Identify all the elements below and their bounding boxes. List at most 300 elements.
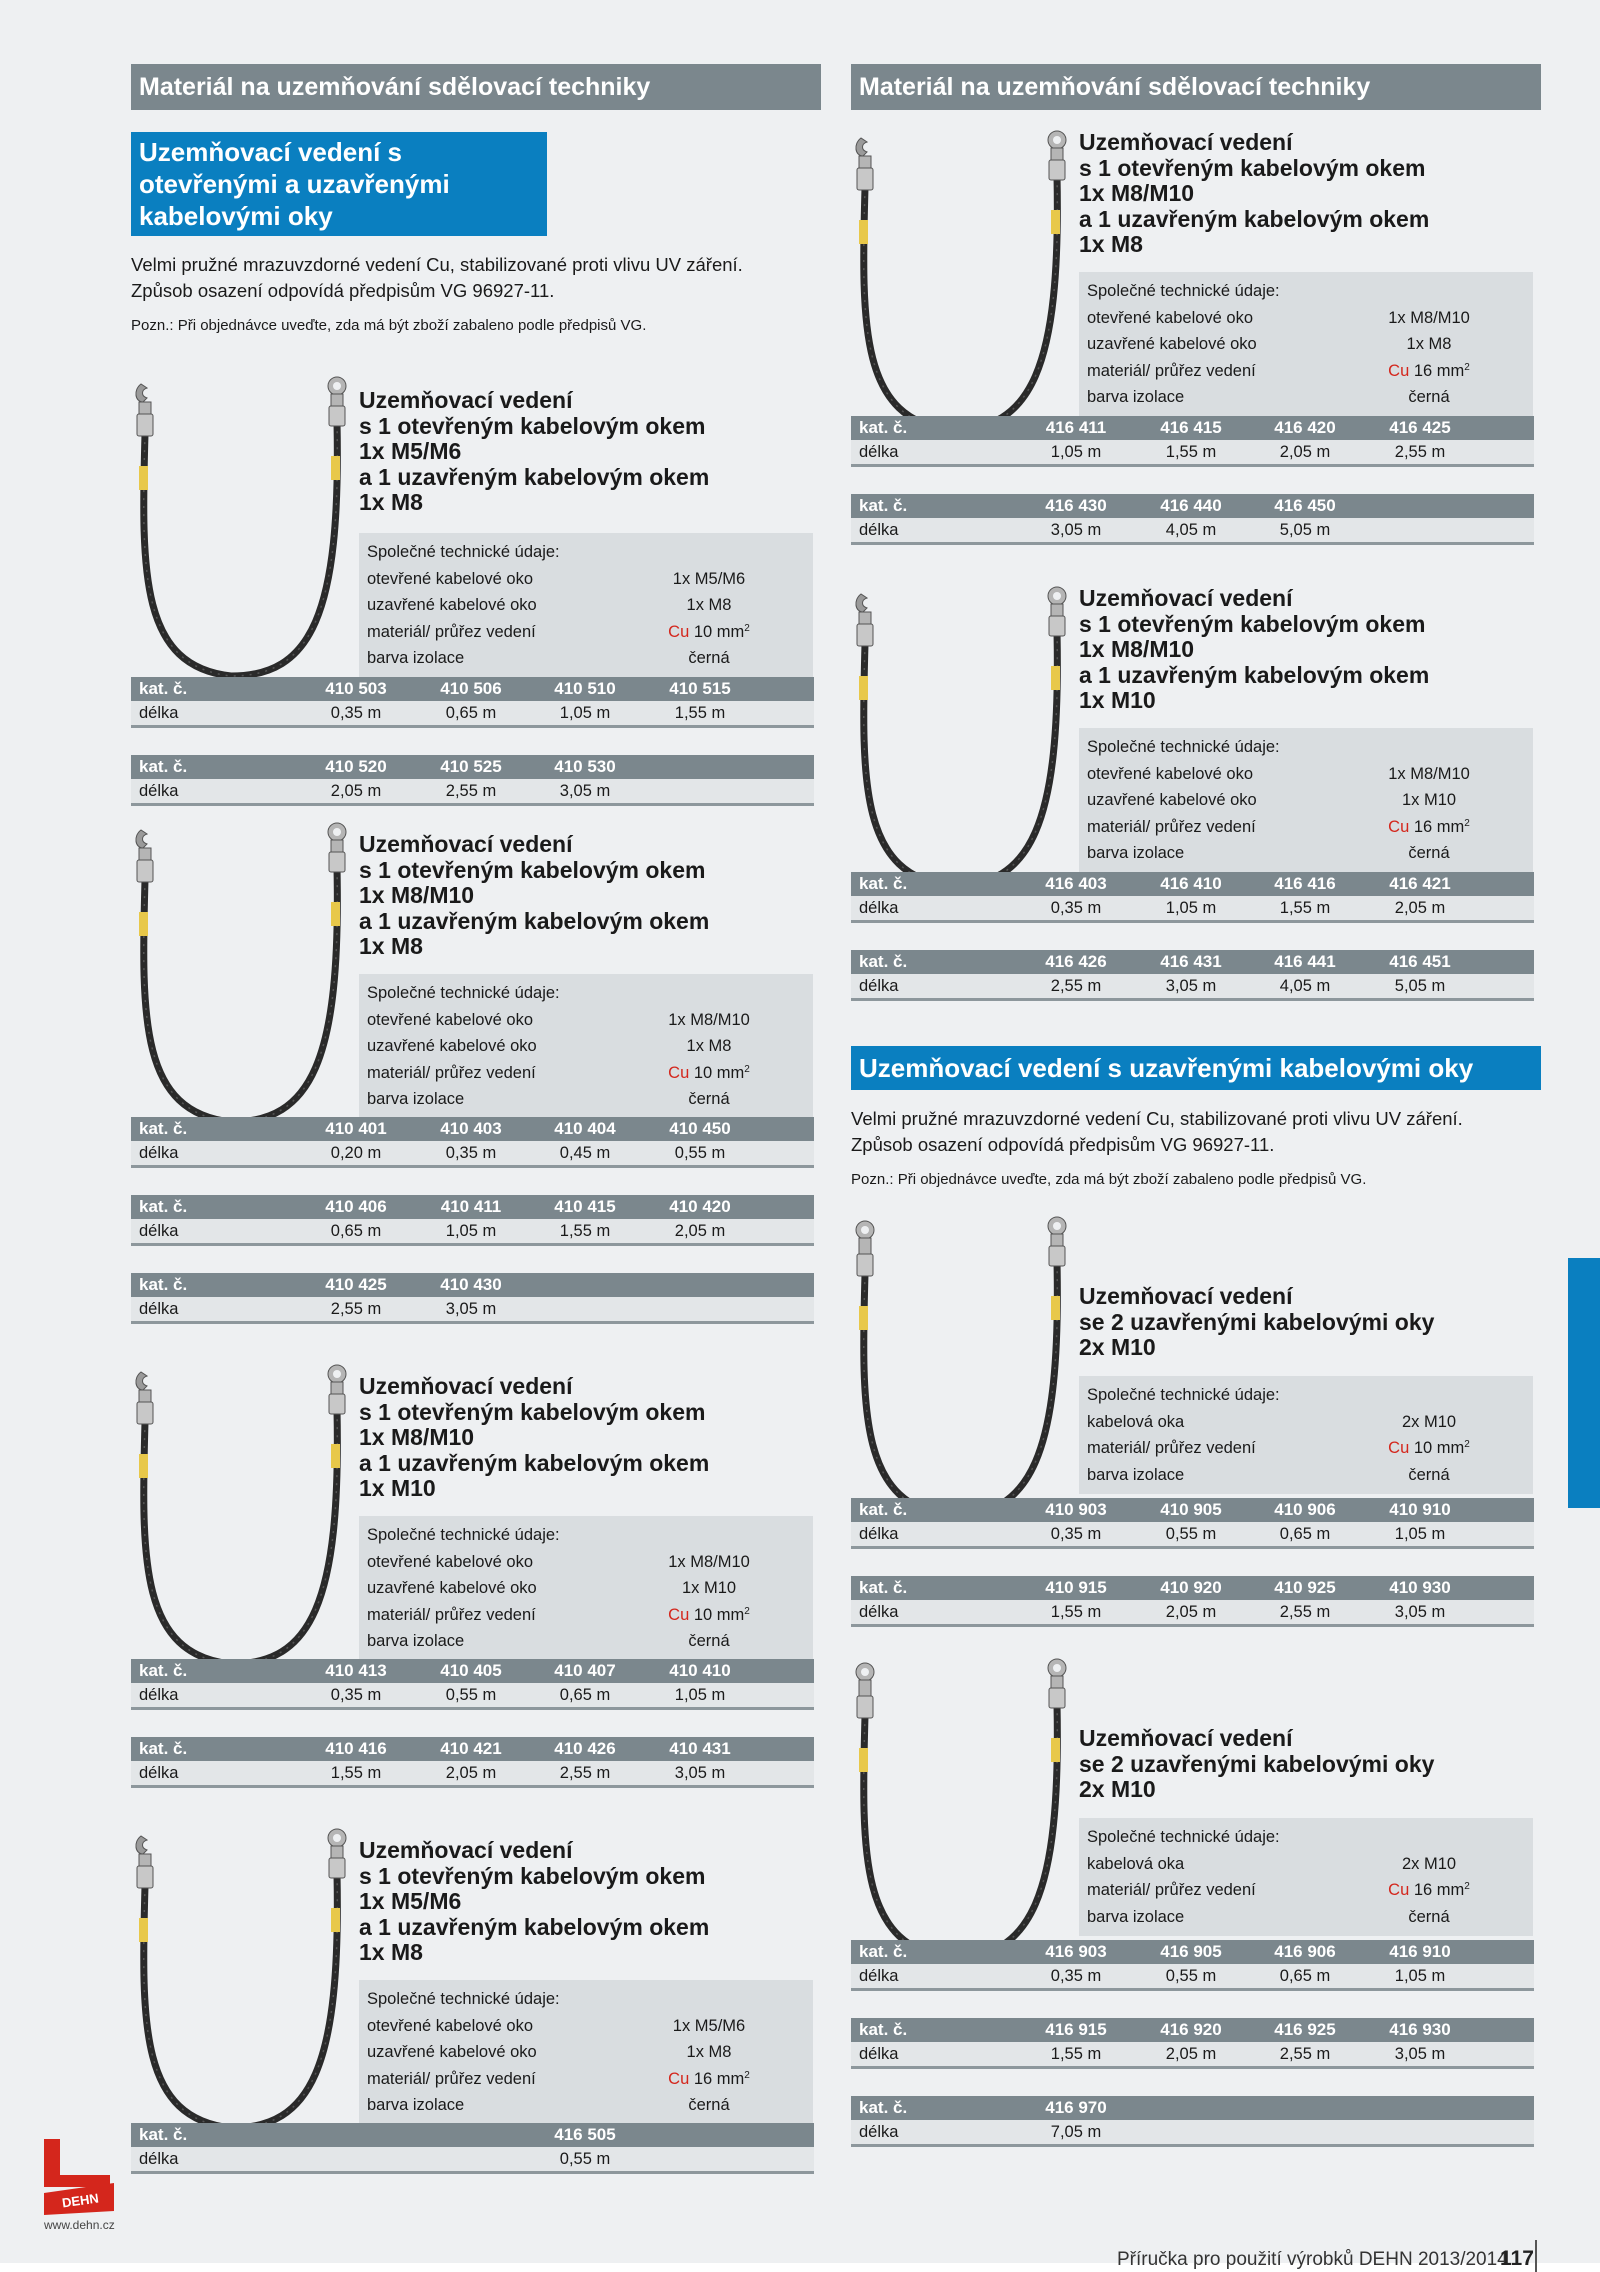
spec-value: Cu 10 $mm^2$	[1388, 1439, 1470, 1457]
cat-number: 410 404	[554, 1119, 616, 1138]
length-value: 3,05 m	[1050, 521, 1102, 539]
cat-number: 410 510	[554, 679, 616, 698]
length-value: 0,55 m	[1165, 1525, 1217, 1543]
spec-label: uzavřené kabelové oko	[367, 2043, 537, 2061]
spec-row	[1079, 787, 1533, 814]
length-value: 1,05 m	[559, 704, 611, 722]
title-line: a 1 uzavřeným kabelovým okem	[359, 463, 710, 490]
logo-text: DEHN	[61, 2190, 100, 2211]
order-table	[851, 2096, 1534, 2147]
spec-row	[359, 2039, 813, 2066]
order-table	[131, 755, 814, 806]
spec-label: barva izolace	[367, 1090, 465, 1108]
cat-number: 410 410	[669, 1661, 731, 1680]
cat-label: kat. č.	[859, 874, 908, 893]
length-value: 3,05 m	[1394, 1603, 1446, 1621]
title-line: 1x M8/M10	[359, 1424, 475, 1450]
cat-row	[131, 677, 814, 701]
length-label: délka	[859, 521, 899, 539]
length-value: 1,55 m	[1050, 1603, 1102, 1621]
title-line: s 1 otevřeným kabelovým okem	[359, 1398, 706, 1425]
product-block	[131, 822, 821, 1364]
left-column	[131, 64, 821, 2178]
cat-row	[851, 416, 1534, 440]
cat-row	[131, 755, 814, 779]
order-table	[851, 494, 1534, 545]
length-label: délka	[139, 704, 179, 722]
cat-number: 416 505	[554, 2125, 616, 2144]
cat-number: 410 430	[440, 1275, 502, 1294]
title-line: 1x M5/M6	[359, 1888, 462, 1914]
product-block	[851, 1216, 1541, 1658]
superscript-2: 2	[744, 622, 750, 634]
title-line: 1x M8	[359, 933, 423, 959]
superscript-2: 2	[744, 2069, 750, 2081]
spec-row	[1079, 305, 1533, 332]
spec-row	[1079, 761, 1533, 788]
length-row	[131, 779, 814, 806]
spec-header	[1079, 1824, 1533, 1851]
spec-value: černá	[688, 2096, 730, 2114]
title-line: Uzemňovací vedení	[359, 1373, 573, 1399]
product-block	[131, 1364, 821, 1828]
cat-row	[851, 950, 1534, 974]
spec-label: uzavřené kabelové oko	[367, 1579, 537, 1597]
length-row	[131, 1297, 814, 1324]
order-table	[131, 2123, 814, 2174]
cat-number: 416 970	[1045, 2098, 1107, 2117]
spec-label: materiál/ průřez vedení	[367, 2069, 536, 2088]
cat-number: 410 431	[669, 1739, 731, 1758]
length-value: 1,05 m	[445, 1222, 497, 1240]
title-line: 1x M8	[1079, 231, 1143, 257]
title-line: 2x M10	[1079, 1334, 1156, 1360]
length-value: 3,05 m	[445, 1300, 497, 1318]
right-top-product-list	[851, 110, 1541, 995]
spec-row	[1079, 1904, 1533, 1931]
banner-closed-lugs: Uzemňovací vedení s uzavřenými kabelovými oky	[851, 1046, 1541, 1090]
spec-label: barva izolace	[367, 1632, 465, 1650]
spec-box	[1079, 1376, 1533, 1494]
section-title-left: Materiál na uzemňování sdělovací techniky	[131, 64, 821, 110]
cat-row	[851, 2096, 1534, 2120]
superscript-2: 2	[744, 1063, 750, 1075]
intro-text-left	[131, 252, 821, 304]
title-line: a 1 uzavřeným kabelovým okem	[1079, 205, 1430, 232]
length-row	[131, 1683, 814, 1710]
right-bottom-product-list	[851, 1188, 1541, 2158]
spec-value: černá	[1408, 1907, 1450, 1926]
spec-header	[359, 1522, 813, 1549]
spec-value: 1x M8	[686, 596, 732, 614]
product-title	[359, 832, 709, 960]
spec-label: materiál/ průřez vedení	[367, 622, 536, 641]
length-value: 2,55 m	[1050, 977, 1102, 995]
spec-row	[359, 1086, 813, 1113]
spec-value: černá	[688, 649, 730, 667]
spec-header-label: Společné technické údaje:	[1087, 1386, 1280, 1404]
length-value: 0,35 m	[445, 1144, 497, 1162]
length-row	[851, 1522, 1534, 1549]
title-line: 1x M8/M10	[359, 882, 475, 908]
product-block	[851, 585, 1541, 995]
spec-box	[359, 1516, 813, 1661]
spec-row	[359, 2013, 813, 2040]
spec-header-label: Společné technické údaje:	[367, 543, 560, 561]
spec-label: uzavřené kabelové oko	[367, 596, 537, 614]
cat-label: kat. č.	[139, 1275, 188, 1294]
length-value: 2,55 m	[1279, 1603, 1331, 1621]
length-value: 5,05 m	[1279, 521, 1331, 539]
length-label: délka	[859, 1603, 899, 1621]
cat-number: 410 421	[440, 1739, 502, 1758]
intro-text-right	[851, 1106, 1541, 1158]
length-value: 1,55 m	[674, 704, 726, 722]
spec-header-label: Společné technické údaje:	[367, 1990, 560, 2008]
length-row	[851, 896, 1534, 923]
order-table	[131, 1195, 814, 1246]
length-label: délka	[859, 2123, 899, 2141]
cat-number: 416 450	[1274, 496, 1336, 515]
spec-header	[1079, 734, 1533, 761]
cat-number: 416 431	[1160, 952, 1222, 971]
length-value: 0,65 m	[1279, 1967, 1331, 1985]
title-line: Uzemňovací vedení	[1079, 1725, 1293, 1751]
cat-row	[851, 2018, 1534, 2042]
order-note-right: Pozn.: Při objednávce uveďte, zda má být zboží zabaleno podle předpisů VG.	[851, 1171, 1367, 1188]
length-value: 0,35 m	[330, 704, 382, 722]
cat-number: 410 425	[325, 1275, 387, 1294]
title-line: Uzemňovací vedení	[359, 387, 573, 413]
title-line: se 2 uzavřenými kabelovými oky	[1079, 1308, 1435, 1335]
spec-row	[1079, 814, 1533, 841]
spec-label: barva izolace	[367, 649, 465, 667]
cat-number: 410 407	[554, 1661, 616, 1680]
length-value: 2,05 m	[1165, 2045, 1217, 2063]
spec-value: černá	[1408, 388, 1450, 406]
length-label: délka	[859, 2045, 899, 2063]
length-value: 1,05 m	[1394, 1967, 1446, 1985]
cat-number: 410 506	[440, 679, 502, 698]
order-table	[851, 1576, 1534, 1627]
cat-number: 410 905	[1160, 1500, 1222, 1519]
product-block	[851, 1658, 1541, 2158]
length-value: 2,55 m	[1394, 443, 1446, 461]
cat-number: 416 903	[1045, 1942, 1107, 1961]
cat-label: kat. č.	[859, 1942, 908, 1961]
length-row	[851, 1600, 1534, 1627]
spec-row	[1079, 331, 1533, 358]
product-title	[359, 1374, 709, 1502]
cat-label: kat. č.	[859, 418, 908, 437]
cat-number: 410 520	[325, 757, 387, 776]
material-cu: Cu	[668, 1605, 690, 1624]
title-line: a 1 uzavřeným kabelovým okem	[1079, 661, 1430, 688]
spec-value: Cu 16 $mm^2$	[1388, 361, 1470, 380]
order-table	[851, 416, 1534, 467]
cat-label: kat. č.	[859, 2020, 908, 2039]
cat-number: 410 503	[325, 679, 387, 698]
cable-open-closed-lug-image	[131, 1828, 361, 2148]
cat-number: 410 525	[440, 757, 502, 776]
title-line: 1x M8	[359, 1939, 423, 1965]
length-value: 1,05 m	[1050, 443, 1102, 461]
cat-number: 410 411	[440, 1197, 502, 1216]
title-line: Uzemňovací vedení	[1079, 129, 1293, 155]
cat-number: 416 426	[1045, 952, 1107, 971]
cat-number: 410 515	[669, 679, 731, 698]
cat-label: kat. č.	[859, 1500, 908, 1519]
spec-row	[359, 566, 813, 593]
cat-label: kat. č.	[139, 757, 188, 776]
title-line: 1x M8	[359, 489, 423, 515]
cat-number: 416 920	[1160, 2020, 1222, 2039]
spec-label: otevřené kabelové oko	[367, 1010, 534, 1029]
spec-header-label: Společné technické údaje:	[1087, 282, 1280, 300]
intro-line-1: Velmi pružné mrazuvzdorné vedení Cu, stabilizované proti vlivu UV záření.	[851, 1108, 1463, 1129]
length-value: 2,05 m	[1394, 899, 1446, 917]
length-value: 0,20 m	[330, 1144, 382, 1162]
cat-number: 416 441	[1274, 952, 1336, 971]
cat-label: kat. č.	[139, 1739, 188, 1758]
spec-label: otevřené kabelové oko	[1087, 308, 1254, 327]
cat-number: 416 440	[1160, 496, 1222, 515]
spec-label: uzavřené kabelové oko	[1087, 335, 1257, 353]
product-title	[359, 1838, 709, 1966]
spec-label: otevřené kabelové oko	[1087, 764, 1254, 783]
cat-number: 416 915	[1045, 2020, 1107, 2039]
spec-row	[1079, 358, 1533, 385]
length-value: 2,05 m	[445, 1764, 497, 1782]
spec-value: Cu 10 $mm^2$	[668, 622, 750, 641]
title-line: Uzemňovací vedení	[359, 1837, 573, 1863]
spacer	[131, 334, 821, 376]
cat-number: 416 930	[1389, 2020, 1451, 2039]
spec-row	[359, 619, 813, 646]
title-line: s 1 otevřeným kabelovým okem	[1079, 610, 1426, 637]
spacer	[851, 110, 1541, 130]
spec-row	[1079, 1462, 1533, 1489]
cat-number: 410 413	[325, 1661, 387, 1680]
superscript-2: 2	[1464, 361, 1470, 373]
length-value: 0,45 m	[559, 1144, 611, 1162]
spec-row	[359, 1575, 813, 1602]
cat-number: 410 930	[1389, 1578, 1451, 1597]
spec-box	[359, 1980, 813, 2125]
spec-label: barva izolace	[1087, 844, 1185, 862]
spec-label: materiál/ průřez vedení	[367, 1605, 536, 1624]
title-line: Uzemňovací vedení	[1079, 585, 1293, 611]
cat-row	[851, 1576, 1534, 1600]
length-value: 0,35 m	[1050, 899, 1102, 917]
spec-row	[359, 1549, 813, 1576]
cat-number: 416 430	[1045, 496, 1107, 515]
superscript-2: 2	[1464, 1439, 1470, 1450]
spec-row	[359, 1007, 813, 1034]
title-line: Uzemňovací vedení	[359, 831, 573, 857]
length-value: 1,55 m	[1279, 899, 1331, 917]
spec-row	[1079, 1435, 1533, 1462]
cable-open-closed-lug-image	[131, 376, 361, 696]
spec-header-label: Společné technické údaje:	[367, 1526, 560, 1544]
length-value: 1,55 m	[1165, 443, 1217, 461]
cat-number: 416 420	[1274, 418, 1336, 437]
length-label: délka	[859, 977, 899, 995]
length-row	[851, 2120, 1534, 2147]
spec-label: otevřené kabelové oko	[367, 2016, 534, 2035]
spec-label: barva izolace	[367, 2096, 465, 2114]
spec-box	[1079, 1818, 1533, 1936]
cat-row	[131, 2123, 814, 2147]
cable-open-closed-lug-image	[851, 130, 1081, 450]
banner-open-closed-lugs: Uzemňovací vedení s otevřenými a uzavřenými kabelovými oky	[131, 132, 547, 236]
cat-number: 410 906	[1274, 1500, 1336, 1519]
chapter-tab	[1568, 1258, 1600, 1508]
cat-number: 410 415	[554, 1197, 616, 1216]
left-product-list	[131, 334, 821, 2178]
cat-row	[131, 1195, 814, 1219]
spec-value: 1x M8/M10	[1388, 308, 1470, 327]
length-value: 3,05 m	[674, 1764, 726, 1782]
dehn-logo	[40, 2135, 118, 2217]
page-number: 117	[1500, 2247, 1534, 2270]
cable-two-closed-lugs-image	[851, 1216, 1081, 1536]
product-block	[131, 376, 821, 822]
spec-label: materiál/ průřez vedení	[1087, 1881, 1256, 1899]
order-table	[131, 1117, 814, 1168]
footer-text: Příručka pro použití výrobků DEHN 2013/2014	[1117, 2249, 1508, 2270]
title-line: 2x M10	[1079, 1776, 1156, 1802]
spec-row	[359, 1060, 813, 1087]
spec-row	[359, 2092, 813, 2119]
spec-box	[359, 974, 813, 1119]
cat-label: kat. č.	[859, 2098, 908, 2117]
spec-row	[1079, 1851, 1533, 1878]
spec-value: černá	[1408, 1465, 1450, 1484]
cat-row	[851, 1940, 1534, 1964]
spec-header	[359, 980, 813, 1007]
length-label: délka	[139, 1686, 179, 1704]
cat-number: 416 415	[1160, 418, 1222, 437]
left-margin	[0, 0, 122, 2263]
length-row	[851, 974, 1534, 1001]
cat-number: 416 451	[1389, 952, 1451, 971]
cat-number: 416 421	[1389, 874, 1451, 893]
title-line: s 1 otevřeným kabelovým okem	[359, 1862, 706, 1889]
cat-number: 410 416	[325, 1739, 387, 1758]
length-row	[851, 1964, 1534, 1991]
right-column	[851, 64, 1541, 2158]
cable-two-closed-lugs-image	[851, 1658, 1081, 1978]
length-row	[131, 2147, 814, 2174]
length-value: 5,05 m	[1394, 977, 1446, 995]
title-line: 1x M8/M10	[1079, 636, 1195, 662]
spec-value: 1x M8/M10	[668, 1552, 750, 1571]
title-line: a 1 uzavřeným kabelovým okem	[359, 1449, 710, 1476]
spec-value: 2x M10	[1401, 1412, 1457, 1431]
length-row	[851, 518, 1534, 545]
cat-number: 410 406	[325, 1197, 387, 1216]
length-value: 7,05 m	[1050, 2123, 1102, 2141]
length-value: 2,55 m	[445, 782, 497, 800]
length-value: 0,55 m	[445, 1686, 497, 1704]
spec-value: Cu 16 $mm^2$	[668, 2069, 750, 2088]
spec-row	[359, 645, 813, 672]
title-line: 1x M10	[1079, 687, 1156, 713]
length-value: 0,55 m	[559, 2150, 611, 2168]
title-line: Uzemňovací vedení	[1079, 1283, 1293, 1309]
cat-label: kat. č.	[139, 1197, 188, 1216]
length-value: 0,65 m	[445, 704, 497, 722]
length-label: délka	[139, 2150, 179, 2168]
cat-number: 416 905	[1160, 1942, 1222, 1961]
cat-number: 410 920	[1160, 1578, 1222, 1597]
cat-number: 416 403	[1045, 874, 1107, 893]
spec-value: Cu 16 $mm^2$	[1388, 1881, 1470, 1899]
spec-header	[1079, 278, 1533, 305]
spec-row	[359, 1033, 813, 1060]
length-value: 0,65 m	[330, 1222, 382, 1240]
cat-number: 416 410	[1160, 874, 1222, 893]
cat-row	[851, 1498, 1534, 1522]
cat-label: kat. č.	[139, 679, 188, 698]
cat-number: 410 910	[1389, 1500, 1451, 1519]
length-value: 4,05 m	[1165, 521, 1217, 539]
cat-number: 410 426	[554, 1739, 616, 1758]
material-cu: Cu	[1388, 361, 1410, 380]
length-label: délka	[139, 1764, 179, 1782]
order-table	[851, 2018, 1534, 2069]
title-line: s 1 otevřeným kabelovým okem	[359, 412, 706, 439]
cat-row	[131, 1659, 814, 1683]
cat-number: 416 425	[1389, 418, 1451, 437]
cat-number: 410 450	[669, 1119, 731, 1138]
spec-header-label: Společné technické údaje:	[1087, 1828, 1280, 1846]
cat-row	[131, 1273, 814, 1297]
order-table	[131, 677, 814, 728]
cable-open-closed-lug-image	[851, 586, 1081, 906]
length-value: 1,05 m	[1165, 899, 1217, 917]
material-cu: Cu	[1388, 1881, 1410, 1899]
product-block	[131, 1828, 821, 2178]
length-value: 1,55 m	[1050, 2045, 1102, 2063]
length-value: 3,05 m	[1165, 977, 1217, 995]
spec-value: Cu 10 $mm^2$	[668, 1063, 750, 1082]
cat-label: kat. č.	[859, 496, 908, 515]
spec-value: 1x M5/M6	[672, 2016, 746, 2035]
cat-number: 416 416	[1274, 874, 1336, 893]
spec-row	[359, 1628, 813, 1655]
spec-label: materiál/ průřez vedení	[1087, 1439, 1256, 1457]
length-value: 0,55 m	[674, 1144, 726, 1162]
length-value: 1,55 m	[330, 1764, 382, 1782]
spec-row	[359, 1602, 813, 1629]
length-value: 0,65 m	[559, 1686, 611, 1704]
length-label: délka	[139, 1222, 179, 1240]
length-label: délka	[139, 1300, 179, 1318]
spec-label: barva izolace	[1087, 388, 1185, 406]
cable-open-closed-lug-image	[131, 1364, 361, 1684]
order-table	[131, 1273, 814, 1324]
spacer	[851, 1188, 1541, 1216]
length-label: délka	[139, 782, 179, 800]
cat-label: kat. č.	[139, 1661, 188, 1680]
spec-value: 1x M10	[681, 1579, 737, 1597]
website-url[interactable]: www.dehn.cz	[44, 2218, 115, 2232]
spec-value: 1x M8	[1406, 335, 1452, 353]
cat-number: 410 925	[1274, 1578, 1336, 1597]
title-line: a 1 uzavřeným kabelovým okem	[359, 1913, 710, 1940]
